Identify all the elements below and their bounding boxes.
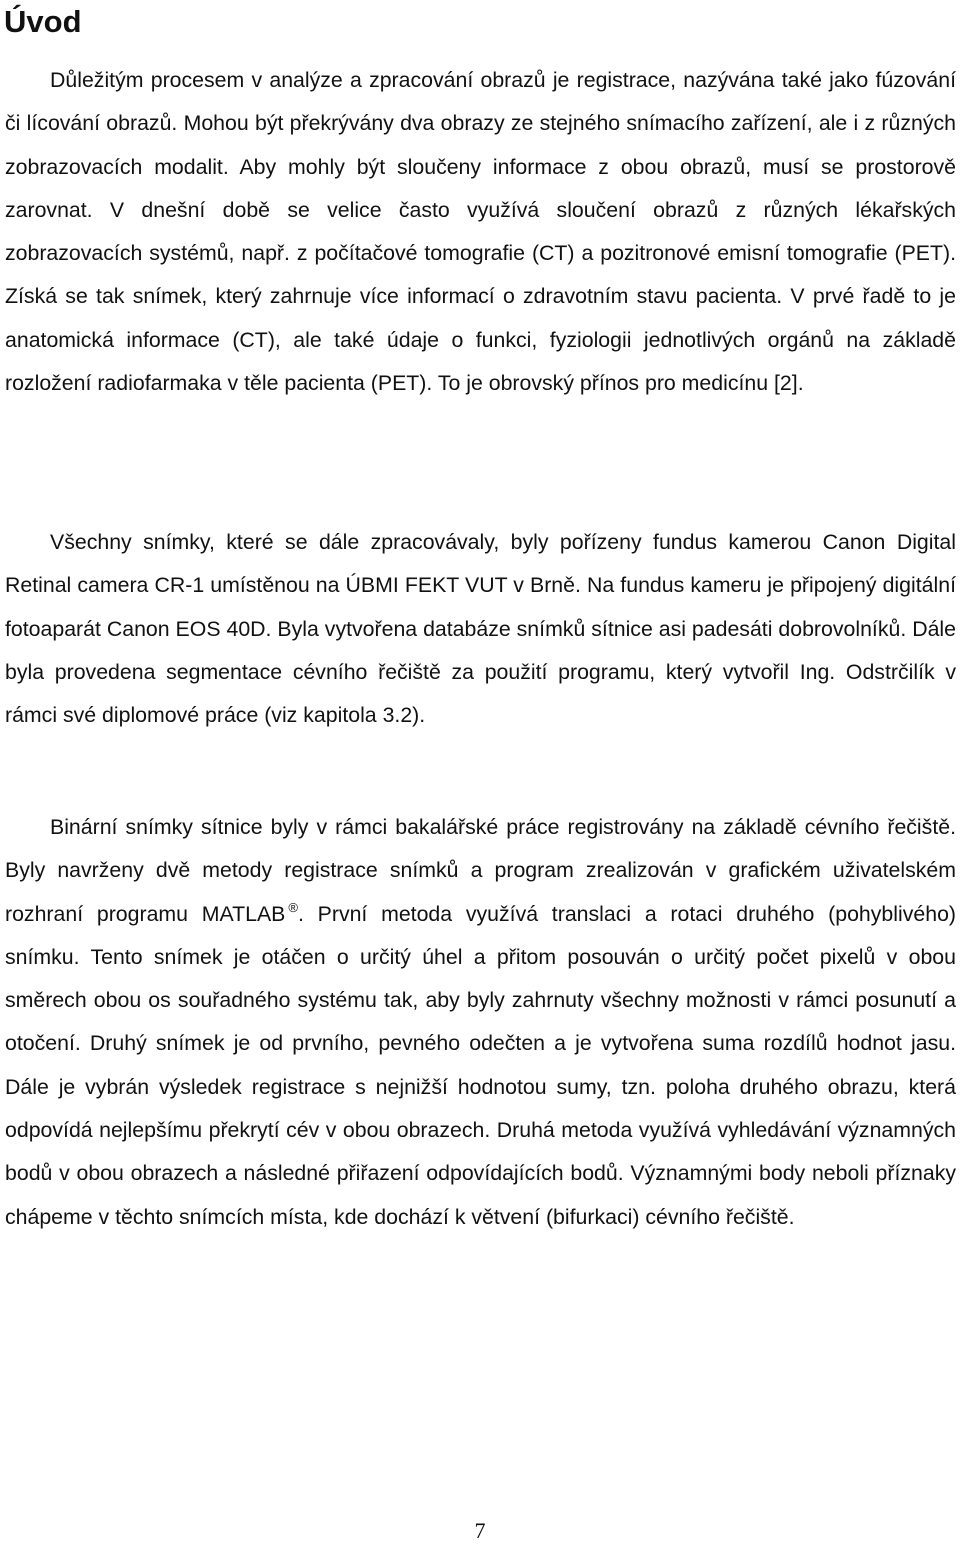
paragraph-introduction: Důležitým procesem v analýze a zpracování obrazů je registrace, nazývána také jako fúzování či lícování obrazů. Mohou být překrývány dva obrazy ze stejného snímacího zařízení, ale i z různých zobrazovacích modalit. Aby mohly být sloučeny informace z obou obrazů, musí se prostorově zarovnat. V dnešní době se velice často využívá sloučení obrazů z různých lékařských zobrazovacích systémů, např. z počítačové tomografie (CT) a pozitronové emisní tomografie (PET). Získá se tak snímek, který zahrnuje více informací o zdravotním stavu pacienta. V prvé řadě to je anatomická informace (CT), ale také údaje o funkci, fyziologii jednotlivých orgánů na základě rozložení radiofarmaka v těle pacienta (PET). To je obrovský přínos pro medicínu [2]. xyxy=(5,68,956,396)
section-heading: Úvod xyxy=(4,4,82,39)
page-number: 7 xyxy=(474,1518,486,1543)
paragraph-registration-methods xyxy=(5,806,956,1239)
paragraph-text-part: . První metoda využívá translaci a rotaci druhého (pohyblivého) snímku. Tento snímek je otáčen o určitý úhel a přitom posouván o určitý počet pixelů v obou směrech obou os souřadného systému tak, aby byly zahrnuty všechny možnosti v rámci posunutí a otočení. Druhý snímek je od prvního, pevného odečten a je vytvořena suma rozdílů hodnot jasu. Dále je vybrán výsledek registrace s nejnižší hodnotou sumy, tzn. poloha druhého obrazu, která odpovídá nejlepšímu překrytí cév v obou obrazech. Druhá metoda využívá vyhledávání významných bodů v obou obrazech a následné přiřazení odpovídajících bodů. Významnými body neboli příznaky chápeme v těchto snímcích místa, kde dochází k větvení (bifurkaci) cévního řečiště. xyxy=(5,901,957,1229)
registered-trademark-mark: ® xyxy=(288,899,298,915)
paragraph-text-part: Binární snímky sítnice byly v rámci bakalářské práce registrovány na základě cévního řečiště. Byly navrženy dvě metody registrace snímků a program zrealizován v grafickém uživatelském rozhraní programu MATLAB xyxy=(5,815,956,926)
paragraph-image-acquisition: Všechny snímky, které se dále zpracovávaly, byly pořízeny fundus kamerou Canon Digital Retinal camera CR-1 umístěnou na ÚBMI FEKT VUT v Brně. Na fundus kameru je připojený digitální fotoaparát Canon EOS 40D. Byla vytvořena databáze snímků sítnice asi padesáti dobrovolníků. Dále byla provedena segmentace cévního řečiště za použití programu, který vytvořil Ing. Odstrčilík v rámci své diplomové práce (viz kapitola 3.2). xyxy=(5,530,956,728)
